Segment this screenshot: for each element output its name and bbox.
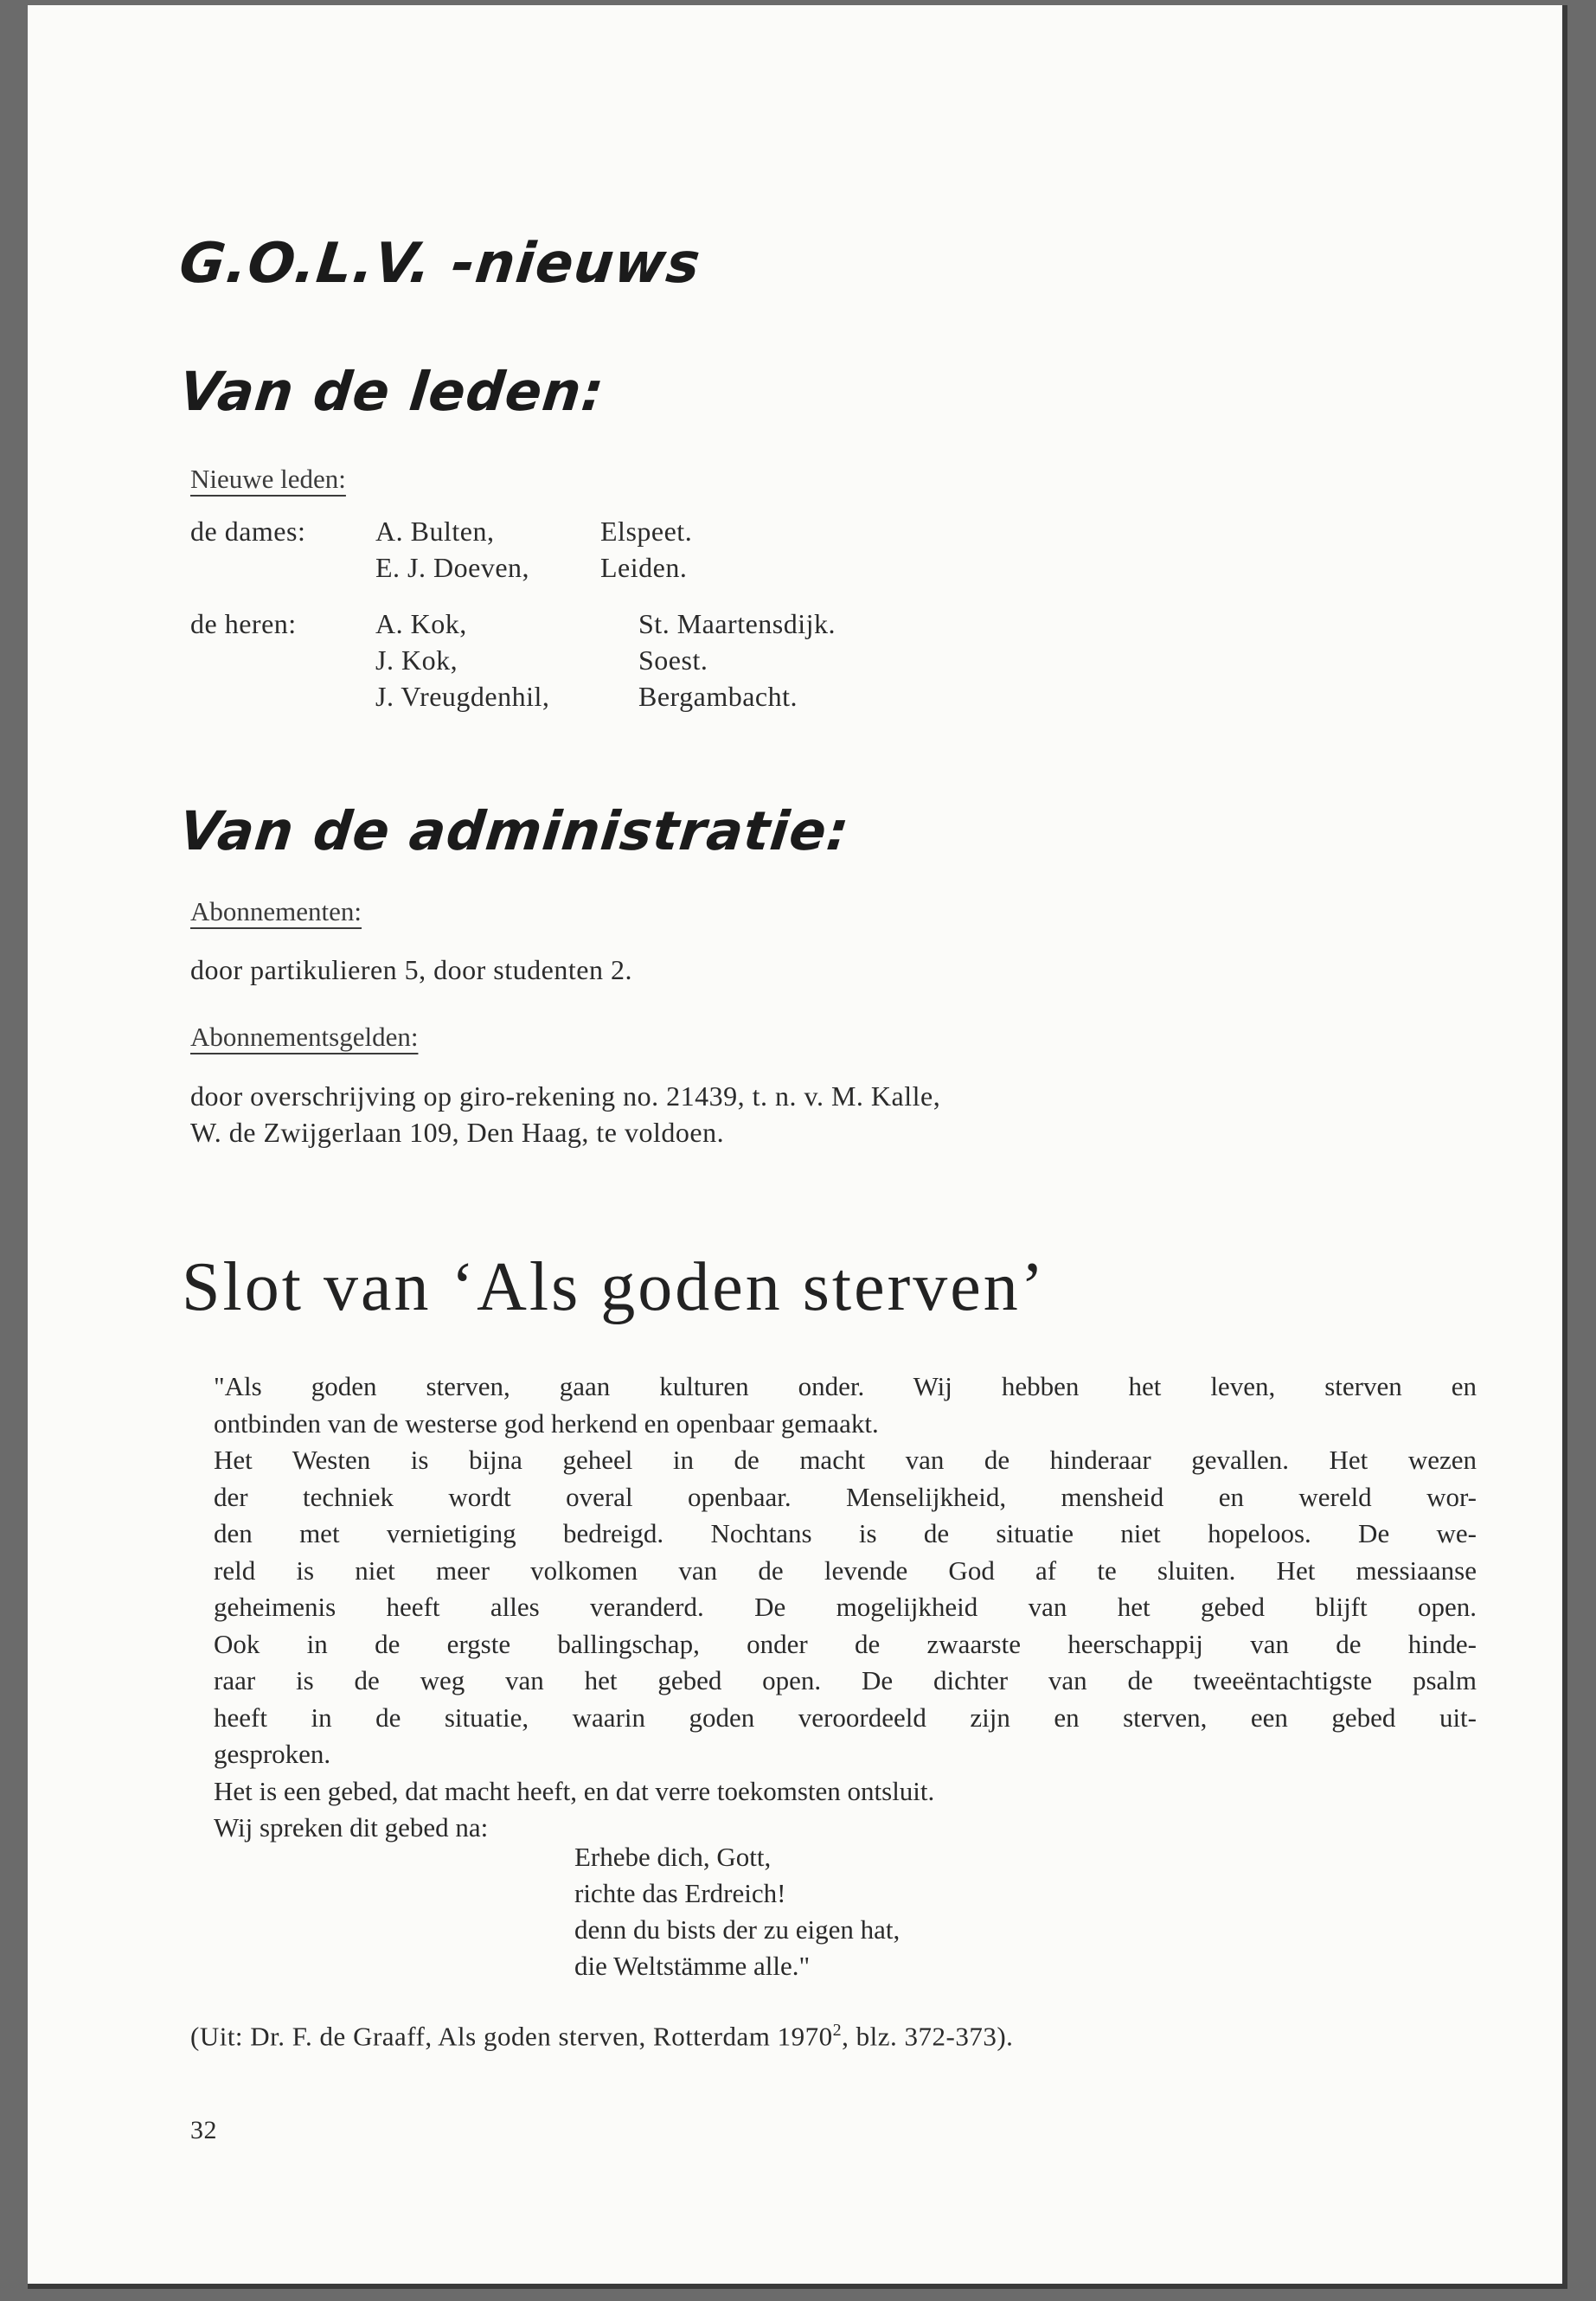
article-line: ontbinden van de westerse god herkend en openbaar gemaakt.	[214, 1407, 879, 1439]
abonnementsgelden-line: door overschrijving op giro-rekening no. 21439, t. n. v. M. Kalle,	[190, 1080, 941, 1112]
citation-text: (Uit: Dr. F. de Graaff, Als goden sterven, Rotterdam 1970	[190, 2021, 833, 2052]
article-line: raar is de weg van het gebed open. De dichter van de tweeëntachtigste psalm	[214, 1665, 1477, 1695]
poem-line: denn du bists der zu eigen hat,	[574, 1914, 901, 1945]
member-name: E. J. Doeven,	[375, 552, 530, 583]
abonnementen-text: door partikulieren 5, door studenten 2.	[190, 954, 632, 985]
citation-superscript: 2	[832, 2021, 843, 2040]
member-place: St. Maartensdijk.	[638, 608, 836, 639]
dames-label: de dames:	[190, 516, 306, 547]
poem-line: richte das Erdreich!	[574, 1878, 786, 1908]
heading-van-de-administratie: Van de administratie:	[176, 799, 853, 862]
article-line: "Als goden sterven, gaan kulturen onder. Wij hebben het leven, sterven en	[214, 1371, 1477, 1401]
abonnementsgelden-line: W. de Zwijgerlaan 109, Den Haag, te voldoen.	[190, 1117, 725, 1148]
article-line: reld is niet meer volkomen van de levende God af te sluiten. Het messiaanse	[214, 1554, 1477, 1586]
document-page	[28, 5, 1567, 2289]
citation	[190, 2021, 1013, 2052]
article-line: Het Westen is bijna geheel in de macht van de hinderaar gevallen. Het wezen	[214, 1445, 1477, 1475]
article-body	[214, 1368, 1477, 1847]
member-name: J. Vreugdenhil,	[375, 681, 550, 712]
heren-label: de heren:	[190, 608, 297, 639]
article-line: gesproken.	[214, 1739, 331, 1769]
member-place: Bergambacht.	[638, 681, 798, 712]
article-line: Wij spreken dit gebed na:	[214, 1812, 489, 1843]
poem-quote	[574, 1839, 900, 1984]
article-line: Het is een gebed, dat macht heeft, en dat verre toekomsten ontsluit.	[214, 1775, 935, 1806]
article-line: heeft in de situatie, waarin goden veroordeeld zijn en sterven, een gebed uit-	[214, 1702, 1477, 1733]
article-line: der techniek wordt overal openbaar. Menselijkheid, mensheid en wereld wor-	[214, 1481, 1477, 1512]
member-place: Elspeet.	[600, 516, 693, 547]
poem-line: Erhebe dich, Gott,	[574, 1842, 772, 1872]
abonnementsgelden-label: Abonnementsgelden:	[190, 1022, 419, 1052]
abonnementen-label: Abonnementen:	[190, 896, 362, 926]
article-line: geheimenis heeft alles veranderd. De mogelijkheid van het gebed blijft open.	[214, 1592, 1477, 1622]
section-heading-golv-nieuws: G.O.L.V. -nieuws	[176, 232, 704, 296]
member-place: Leiden.	[600, 552, 688, 583]
member-place: Soest.	[638, 644, 708, 676]
article-line: den met vernietiging bedreigd. Nochtans is de situatie niet hopeloos. De we-	[214, 1518, 1477, 1548]
nieuwe-leden-label: Nieuwe leden:	[190, 464, 346, 494]
page-number: 32	[190, 2116, 217, 2144]
citation-tail: , blz. 372-373).	[842, 2021, 1014, 2052]
article-line: Ook in de ergste ballingschap, onder de zwaarste heerschappij van de hinde-	[214, 1628, 1477, 1659]
heading-van-de-leden: Van de leden:	[176, 360, 608, 423]
member-name: J. Kok,	[375, 644, 458, 676]
poem-line: die Weltstämme alle."	[574, 1951, 811, 1981]
article-title: Slot van ‘Als goden sterven’	[182, 1249, 1047, 1325]
member-name: A. Kok,	[375, 608, 467, 639]
member-name: A. Bulten,	[375, 516, 495, 547]
